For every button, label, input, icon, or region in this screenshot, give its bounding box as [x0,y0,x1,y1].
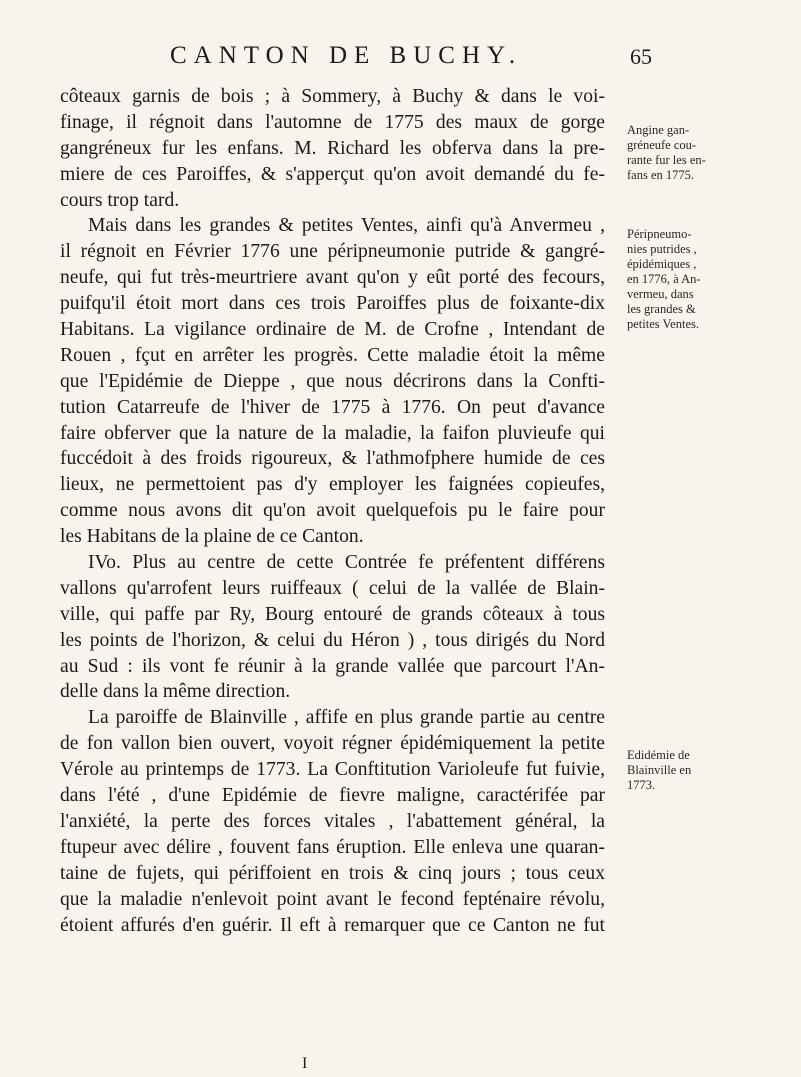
text-line: ftupeur avec délire , fouvent fans éruption. Elle enleva une quaran- [60,836,605,858]
text-line: que l'Epidémie de Dieppe , que nous décrirons dans la Confti- [60,370,605,392]
text-line: il régnoit en Février 1776 une péripneumonie putride & gangré- [60,241,605,263]
page-number: 65 [630,44,652,69]
text-line: les Habitans de la plaine de ce Canton. [60,526,364,548]
text-line: delle dans la même direction. [60,681,291,703]
margin-note-line: Angine gan- [627,123,690,137]
text-line: dans l'été , d'une Epidémie de fievre maligne, caractérifée par [60,785,605,807]
text-line: IVo. Plus au centre de cette Contrée fe préfentent différens [88,552,605,574]
text-line: Vérole au printemps de 1773. La Conftitution Varioleufe fut fuivie, [60,759,605,781]
text-line: au Sud : ils vont fe réunir à la grande vallée que parcourt l'An- [60,655,605,677]
text-line: neufe, qui fut très-meurtriere avant qu'on y eût porté des fecours, [60,267,605,289]
running-title: CANTON DE BUCHY. [170,42,523,69]
margin-note-line: nies putrides , [627,242,697,256]
text-line: vallons qu'arrofent leurs ruiffeaux ( celui de la vallée de Blain- [60,577,605,599]
margin-note-line: Edidémie de [627,748,690,762]
text-line: La paroiffe de Blainville , affife en plus grande partie au centre [88,707,605,729]
text-line: fuccédoit à des froids rigoureux, & l'athmofphere humide de ces [60,448,605,470]
text-line: cours trop tard. [60,189,180,211]
margin-note-line: petites Ventes. [627,317,699,331]
margin-note-line: gréneufe cou- [627,138,697,152]
text-line: les points de l'horizon, & celui du Héron ) , tous dirigés du Nord [60,629,605,651]
margin-note-line: rante fur les en- [627,153,706,167]
text-line: finage, il régnoit dans l'automne de 1775 des maux de gorge [60,111,605,133]
margin-note-blainville [627,748,787,793]
margin-note-line: 1773. [627,778,656,792]
text-line: gangréneux fur les enfans. M. Richard les obferva dans la pre- [60,137,605,159]
text-line: miere de ces Paroiffes, & s'apperçut qu'on avoit demandé du fe- [60,163,605,185]
margin-note-line: vermeu, dans [627,287,694,301]
text-line: que la maladie n'enlevoit point avant le fecond fepténaire révolu, [60,888,605,910]
text-line: l'anxiété, la perte des forces vitales , l'abattement général, la [60,810,605,832]
margin-note-line: Blainville en [627,763,692,777]
margin-note-line: Péripneumo- [627,227,692,241]
text-line: Mais dans les grandes & petites Ventes, ainfi qu'à Anvermeu , [88,215,605,237]
margin-note-peripneumonie [627,227,787,332]
text-line: lieux, ne permettoient pas d'y employer les faignées copieufes, [60,474,605,496]
text-line: Habitans. La vigilance ordinaire de M. de Crofne , Intendant de [60,319,605,341]
margin-note-line: en 1776, à An- [627,272,701,286]
text-line: tution Catarreufe de l'hiver de 1775 à 1776. On peut d'avance [60,396,605,418]
text-line: puifqu'il étoit mort dans ces trois Paroiffes plus de foixante-dix [60,293,605,315]
text-line: côteaux garnis de bois ; à Sommery, à Buchy & dans le voi- [60,86,605,107]
text-line: étoient affurés d'en guérir. Il eft à remarquer que ce Canton ne fut [60,914,605,936]
body-text [60,84,605,938]
text-line: de fon vallon bien ouvert, voyoit régner épidémiquement la petite [60,733,605,755]
text-line: comme nous avons dit qu'on avoit quelquefois pu le faire pour [60,500,605,522]
text-line: taine de fujets, qui périffoient en trois & cinq jours ; tous ceux [60,862,605,884]
margin-note-angine [627,123,787,183]
margin-note-line: fans en 1775. [627,168,694,182]
signature-mark: I [302,1055,308,1072]
margin-note-line: les grandes & [627,302,696,316]
text-line: faire obferver que la nature de la maladie, la faifon pluvieufe qui [60,422,605,444]
text-line: Rouen , fçut en arrêter les progrès. Cette maladie étoit la même [60,344,605,366]
text-line: ville, qui paffe par Ry, Bourg entouré de grands côteaux à tous [60,603,605,625]
margin-note-line: épidémiques , [627,257,697,271]
